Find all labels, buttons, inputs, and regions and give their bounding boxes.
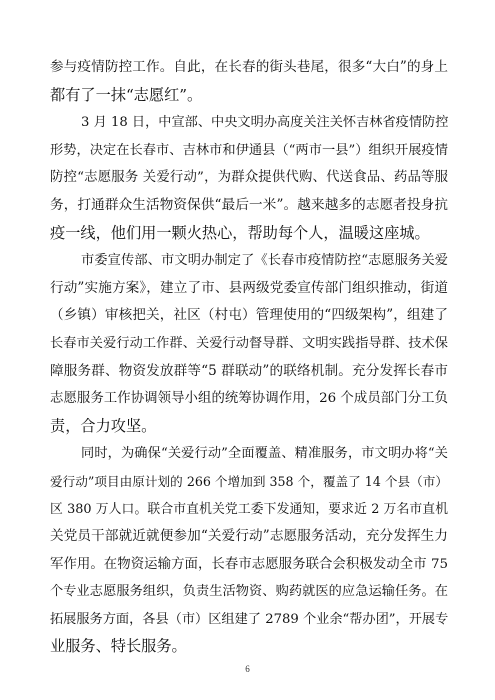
- text-line: 个专业志愿服务组织，负责生活物资、购药就医的应急运输任务。在: [50, 584, 448, 600]
- text-line: 形势，决定在长春市、吉林市和伊通县（“两市一县”）组织开展疫情: [50, 142, 448, 158]
- text-line: 军作用。在物资运输方面，长春市志愿服务联合会积极发动全市 75: [50, 556, 448, 572]
- text-line: 防控“志愿服务 关爱行动”，为群众提供代购、代送食品、药品等服: [50, 170, 448, 186]
- text-line: （乡镇）审核把关，社区（村屯）管理使用的“四级架构”，组建了: [50, 307, 448, 324]
- text-line: 区 380 万人口。联合市直机关党工委下发通知，要求近 2 万名市直机: [50, 501, 448, 517]
- text-line: 长春市关爱行动工作群、关爱行动督导群、文明实践指导群、技术保: [50, 335, 448, 351]
- text-line: 行动”实施方案》，建立了市、县两级党委宣传部门组织推动，街道: [50, 279, 448, 296]
- body-text: [50, 54, 448, 661]
- text-line: 障服务群、物资发放群等“5 群联动”的联络机制。充分发挥长春市: [50, 362, 448, 379]
- paragraph-first-line: 市委宣传部、市文明办制定了《长春市疫情防控“志愿服务关爱: [81, 253, 448, 269]
- paragraph-first-line: 3 月 18 日，中宣部、中央文明办高度关注关怀吉林省疫情防控: [81, 115, 448, 131]
- text-line: 疫一线，他们用一颗火热心，帮助每个人，温暖这座城。: [50, 223, 430, 242]
- text-line: 参与疫情防控工作。自此，在长春的街头巷尾，很多“大白”的身上: [50, 59, 448, 75]
- text-line: 关党员干部就近就便参加“关爱行动”志愿服务活动，充分发挥生力: [50, 528, 448, 545]
- text-line: 志愿服务工作协调领导小组的统筹协调作用，26 个成员部门分工负: [50, 391, 448, 407]
- text-line: 业服务、特长服务。: [50, 637, 187, 656]
- text-line: 责，合力攻坚。: [50, 416, 157, 435]
- page-number: 6: [245, 664, 250, 674]
- text-line: 都有了一抹“志愿红”。: [50, 85, 203, 104]
- text-line: 务，打通群众生活物资保供“最后一米”。越来越多的志愿者投身抗: [50, 196, 448, 213]
- paragraph-first-line: 同时，为确保“关爱行动”全面覆盖、精准服务，市文明办将“关: [81, 446, 448, 462]
- text-line: 爱行动”项目由原计划的 266 个增加到 358 个，覆盖了 14 个县（市）: [50, 473, 448, 489]
- text-line: 拓展服务方面，各县（市）区组建了 2789 个业余“帮办团”，开展专: [50, 611, 448, 627]
